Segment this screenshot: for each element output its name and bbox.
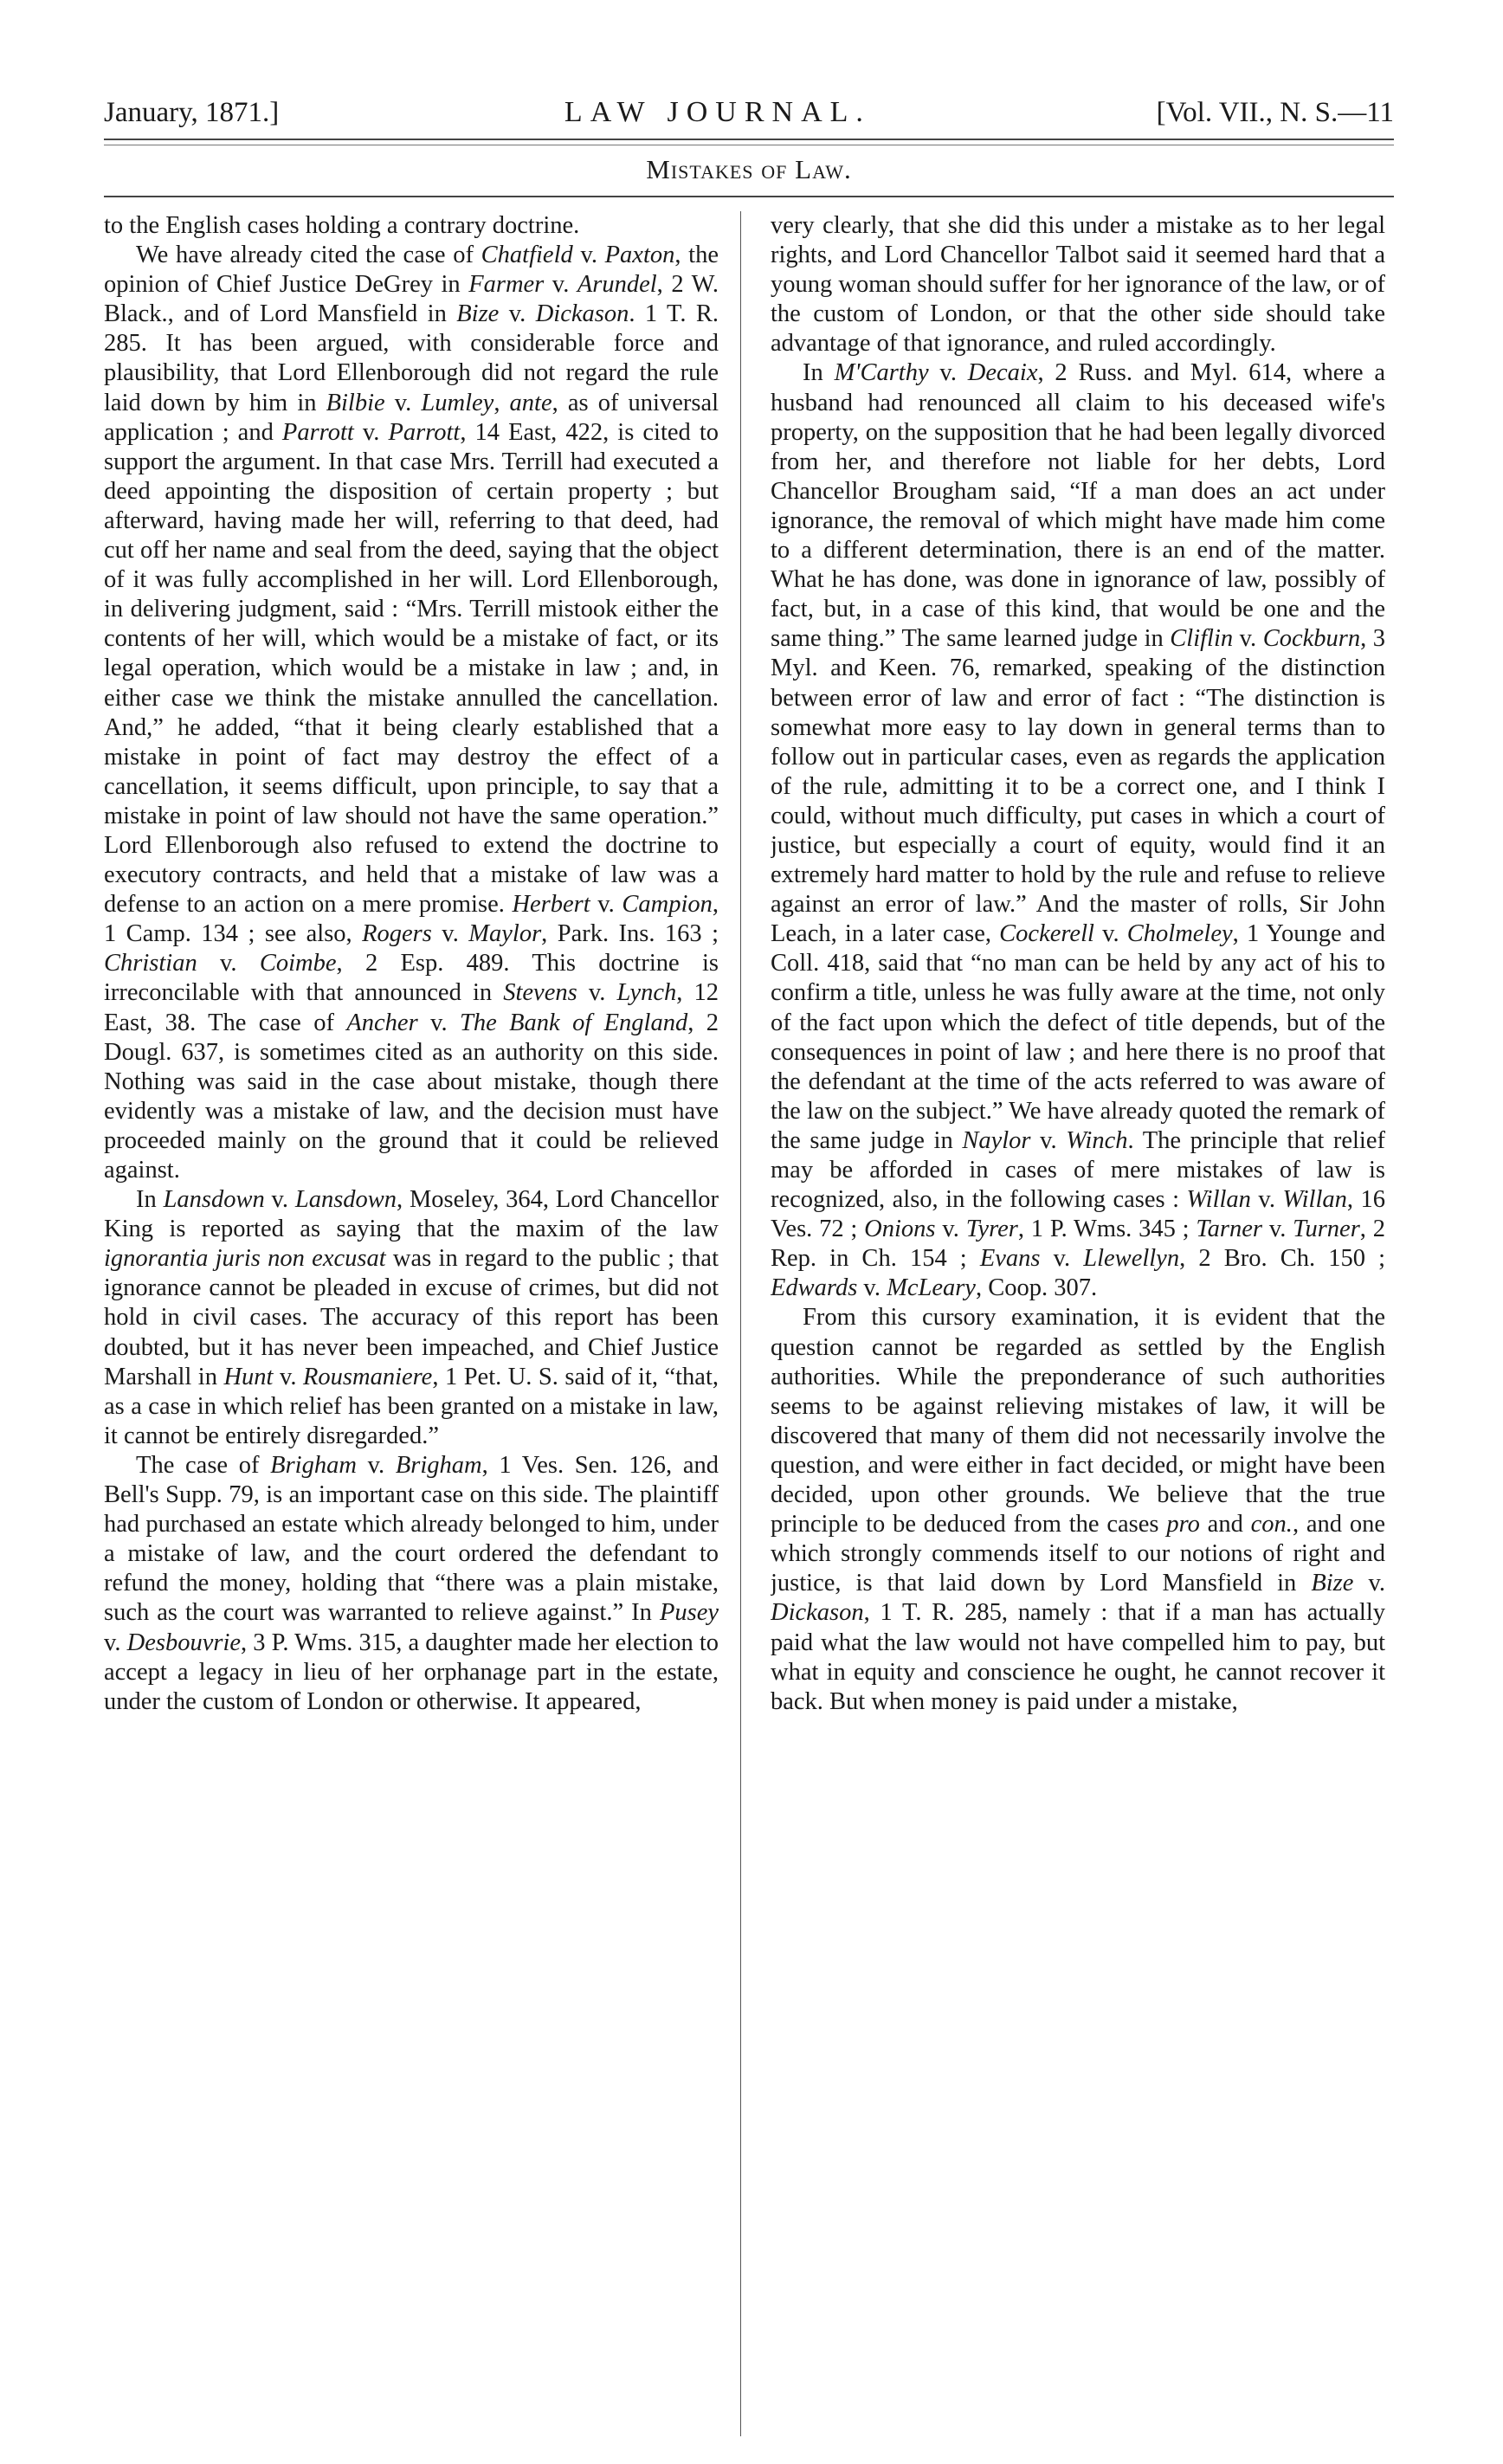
title-rule — [104, 196, 1394, 197]
volume-page: [Vol. VII., N. S.—11 — [1156, 96, 1394, 128]
paragraph: In M'Carthy v. Decaix, 2 Russ. and Myl. 614, where a husband had renounced all claim to his deceased wife's property, on the supposition that he had been legally divorced from her, and therefore not liable for her debts, Lord Chancellor Brougham said, “If a man does an act under ignorance, the removal of which might have made him come to a different determination, there is an end of the matter. What he has done, was done in ignorance of law, possibly of fact, but, in a case of this kind, that would be one and the same thing.” The same learned judge in Cliflin v. Cockburn, 3 Myl. and Keen. 76, remarked, speaking of the distinction between error of law and error of fact : “The distinction is somewhat more easy to lay down in general terms than to follow out in particular cases, even as regards the application of the rule, admitting it to be a correct one, and I think I could, without much difficulty, put cases in which a court of justice, but especially a court of equity, would find it an extremely hard matter to hold by the rule and refuse to relieve against an error of law.” And the master of rolls, Sir John Leach, in a later case, Cockerell v. Cholmeley, 1 Younge and Coll. 418, said that “no man can be held by any act of his to confirm a title, unless he was fully aware at the time, not only of the fact upon which the defect of title depends, but of the consequences in point of law ; and here there is no proof that the defendant at the time of the acts referred to was aware of the law on the subject.” We have already quoted the remark of the same judge in Naylor v. Winch. The principle that relief may be afforded in cases of mere mistakes of law is recognized, also, in the following cases : Willan v. Willan, 16 Ves. 72 ; Onions v. Tyrer, 1 P. Wms. 345 ; Tarner v. Turner, 2 Rep. in Ch. 154 ; Evans v. Llewellyn, 2 Bro. Ch. 150 ; Edwards v. McLeary, Coop. 307. — [771, 359, 1385, 1302]
column-divider — [740, 211, 741, 2436]
paragraph: We have already cited the case of Chatfield v. Paxton, the opinion of Chief Justice DeGrey in Farmer v. Arundel, 2 W. Black., and of Lord Mansfield in Bize v. Dickason. 1 T. R. 285. It has been argued, with considerable force and plausibility, that Lord Ellenborough did not regard the rule laid down by him in Bilbie v. Lumley, ante, as of universal application ; and Parrott v. Parrott, 14 East, 422, is cited to support the argument. In that case Mrs. Terrill had executed a deed appointing the disposition of certain property ; but afterward, having made her will, referring to that deed, had cut off her name and seal from the deed, saying that the object of it was fully accomplished in her will. Lord Ellenborough, in delivering judgment, said : “Mrs. Terrill mistook either the contents of her will, which would be a mistake of fact, or its legal operation, which would be a mistake in law ; and, in either case we think the mistake annulled the cancellation. And,” he added, “that it being clearly established that a mistake in point of fact may destroy the effect of a cancellation, it seems difficult, upon principle, to say that a mistake in point of law should not have the same operation.” Lord Ellenborough also refused to extend the doctrine to executory contracts, and held that a mistake of law was a defense to an action on a mere promise. Herbert v. Campion, 1 Camp. 134 ; see also, Rogers v. Maylor, Park. Ins. 163 ; Christian v. Coimbe, 2 Esp. 489. This doctrine is irreconcilable with that announced in Stevens v. Lynch, 12 East, 38. The case of Ancher v. The Bank of England, 2 Dougl. 637, is sometimes cited as an authority on this side. Nothing was said in the case about mistake, though there evidently was a mistake of law, and the decision must have proceeded mainly on the ground that it could be relieved against. — [104, 242, 719, 1184]
paragraph: From this cursory examination, it is evident that the question cannot be regarded as settled by the English authorities. While the preponderance of such authorities seems to be against relieving mistakes of law, it will be discovered that many of them did not necessarily involve the question, and were either in fact decided, or might have been decided, upon other grounds. We believe that the true principle to be deduced from the cases pro and con., and one which strongly commends itself to our notions of right and justice, is that laid down by Lord Mansfield in Bize v. Dickason, 1 T. R. 285, namely : that if a man has actually paid what the law would not have compelled him to pay, but what in equity and conscience he ought, he cannot recover it back. But when money is paid under a mistake, — [771, 1304, 1385, 1715]
section-title: Mistakes of Law. — [646, 154, 852, 184]
journal-title: LAW JOURNAL. — [564, 96, 871, 128]
running-head — [104, 87, 1394, 139]
header-date: January, 1871.] — [104, 96, 280, 128]
header-rule — [104, 139, 1394, 145]
paragraph: very clearly, that she did this under a mistake as to her legal rights, and Lord Chancellor Talbot said it seemed hard that a young woman should suffer for her ignorance of the law, or of the custom of London, or that the other side should take advantage of that ignorance, and ruled accordingly. — [771, 212, 1385, 358]
right-column — [771, 211, 1385, 2436]
paragraph: The case of Brigham v. Brigham, 1 Ves. Sen. 126, and Bell's Supp. 79, is an important case on this side. The plaintiff had purchased an estate which already belonged to him, under a mistake of law, and the court ordered the defendant to refund the money, holding that “there was a plain mistake, such as the court was warranted to relieve against.” In Pusey v. Desbouvrie, 3 P. Wms. 315, a daughter made her election to accept a legacy in lieu of her orphanage part in the estate, under the custom of London or otherwise. It appeared, — [104, 1451, 719, 1715]
left-column — [104, 211, 719, 2436]
paragraph: to the English cases holding a contrary doctrine. — [104, 212, 580, 239]
paragraph: In Lansdown v. Lansdown, Moseley, 364, Lord Chancellor King is reported as saying that the maxim of the law ignorantia juris non excusat was in regard to the public ; that ignorance cannot be pleaded in excuse of crimes, but did not hold in civil cases. The accuracy of this report has been doubted, but it has never been impeached, and Chief Justice Marshall in Hunt v. Rousmaniere, 1 Pet. U. S. said of it, “that, as a case in which relief has been granted on a mistake in law, it cannot be entirely disregarded.” — [104, 1186, 719, 1449]
